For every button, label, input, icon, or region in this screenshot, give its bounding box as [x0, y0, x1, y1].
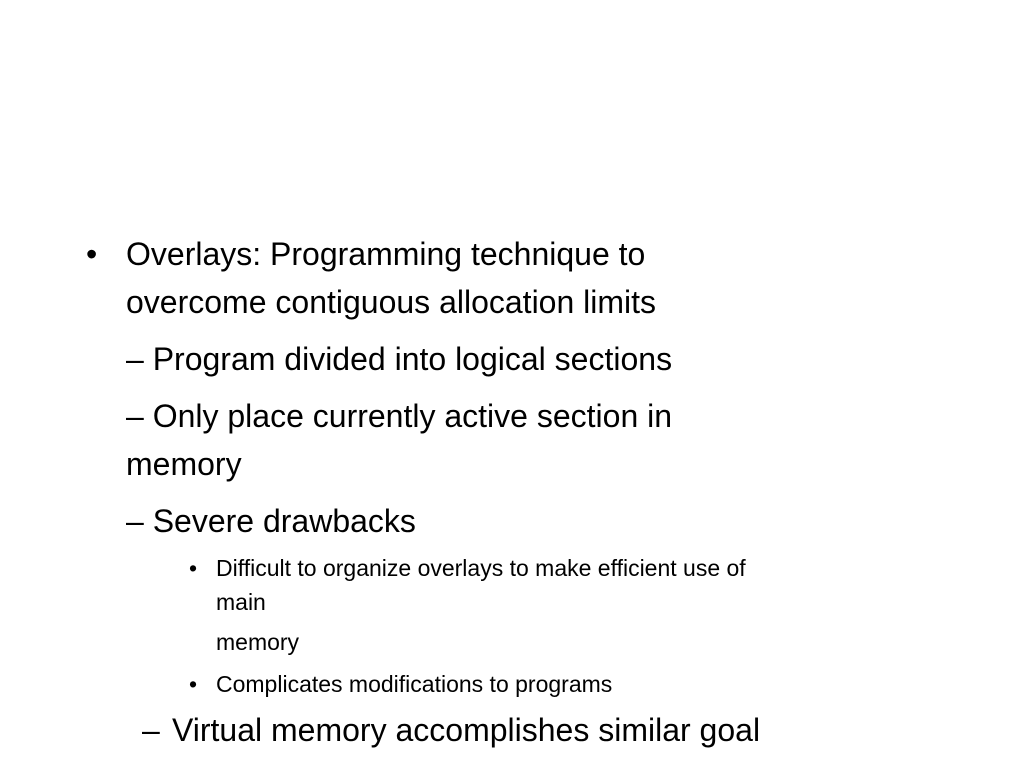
sub-point-active-section-line-1: – Only place currently active section in — [126, 398, 673, 434]
main-point-line-2: overcome contiguous allocation limits — [126, 284, 657, 320]
closing-point: Virtual memory accomplishes similar goal — [172, 712, 761, 748]
drawback-difficult-line-1: Difficult to organize overlays to make efficient use of — [216, 555, 746, 581]
bullet-icon: • — [86, 236, 98, 272]
drawback-complicates: Complicates modifications to programs — [216, 671, 613, 697]
sub-point-program-divided: – Program divided into logical sections — [126, 341, 673, 377]
bullet-icon: • — [189, 555, 198, 581]
sub-point-active-section-line-2: memory — [126, 446, 242, 482]
drawback-difficult-line-3: memory — [216, 629, 300, 655]
sub-point-severe-drawbacks: – Severe drawbacks — [126, 503, 416, 539]
dash-icon: – — [142, 712, 160, 748]
bullet-icon: • — [189, 671, 198, 697]
main-point-line-1: Overlays: Programming technique to — [126, 236, 646, 272]
drawback-difficult-line-2: main — [216, 589, 266, 615]
